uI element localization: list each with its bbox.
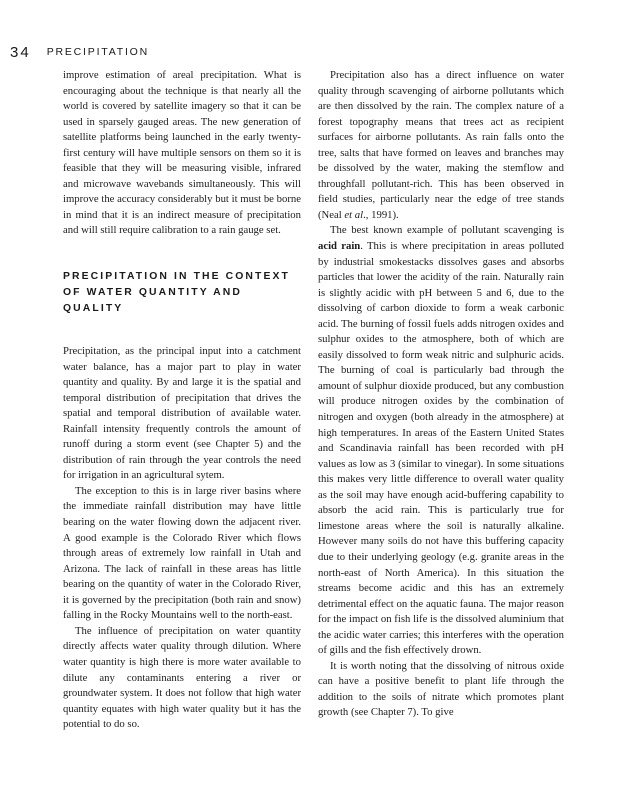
right-column bbox=[318, 68, 564, 721]
paragraph bbox=[318, 68, 564, 223]
running-head: PRECIPITATION bbox=[46, 46, 150, 58]
section-heading: PRECIPITATION IN THE CONTEXT OF WATER QUANTITY AND QUALITY bbox=[63, 271, 290, 315]
paragraph: Precipitation, as the principal input into a catchment water balance, has a major part to play in water quantity and quality. By and large it is the spatial and temporal distribution of precipitation that drives the spatial and temporal distribution of available water. Rainfall intensity frequently controls the amount of runoff during a storm event (see Chapter 5) and the distribution of rain through the year controls the need for irrigation in an agricultural sytem. bbox=[63, 345, 301, 482]
left-column bbox=[63, 68, 301, 733]
key-term: acid rain bbox=[318, 240, 361, 253]
page-header bbox=[10, 44, 149, 60]
paragraph: improve estimation of areal precipitation. What is encouraging about the technique is that nearly all the world is covered by satellite imagery so that it can be used in sparsely gauged areas. The new generation of satellite platforms being launched in the early twenty-first century will have multiple sensors on them so it is feasible that they will be measuring visible, infrared and microwave wavebands simultaneously. This will improve the accuracy considerably but it must be borne in mind that it is an indirect measure of precipitation and will still require calibration to a rain gauge set. bbox=[63, 69, 301, 237]
paragraph-text: Precipitation also has a direct influence on water quality through scavenging of airborne pollutants which are then dissolved by the rain. The complex nature of a forest topography means that trees act as recipient surfaces for airborne pollutants. As rain falls onto the tree, salts that have formed on leaves and branches may be dissolved by the water, making the stemflow and throughfall pollutant-rich. This has been observed in field studies, particularly near the edge of tree stands (Neal bbox=[318, 69, 564, 221]
paragraph-text: The best known example of pollutant scavenging is bbox=[330, 224, 564, 237]
paragraph-text: . This is where precipitation in areas polluted by industrial smokestacks dissolves gases and absorbs particles that lower the acidity of the rain. Naturally rain is slightly acidic with pH between 5 and 6, due to the dissolving of carbon dioxide to form a weak carbonic acid. The burning of fossil fuels adds nitrogen oxides and sulphur oxides to the atmosphere, both of which are easily dissolved to form weak nitric and sulphuric acids. The burning of coal is particularly bad through the amount of sulphur dioxide produced, but any combustion will produce nitrogen oxides by the combination of nitrogen and oxygen (both already in the atmosphere) at high temperatures. In areas of the Eastern United States and Scandinavia rainfall has been recorded with pH values as low as 3 (similar to vinegar). In some situations this makes very little difference to overall water quality as the soil may have enough acid-buffering capability to absorb the acid rain. This is particularly true for limestone areas where the soil is naturally alkaline. However many soils do not have this buffering capacity due to their underlying geology (e.g. granite areas in the north-east of North America). In this situation the streams become acidic and this has an extremely detrimental effect on the aquatic fauna. The major reason for the impact on fish life is the dissolved aluminium that the acidic water carries; this interferes with the operation of gills and the fish effectively drown. bbox=[318, 240, 564, 657]
paragraph-text: ., 1991). bbox=[363, 208, 399, 221]
paragraph: The influence of precipitation on water quantity directly affects water quality through dilution. Where water quantity is high there is more water available to dilute any contaminants entering a river or groundwater system. It does not follow that high water quantity equates with high water quality but it has the potential to do so. bbox=[63, 624, 301, 731]
paragraph: The exception to this is in large river basins where the immediate rainfall distribution may have little bearing on the water flowing down the adjacent river. A good example is the Colorado River which flows through areas of extremely low rainfall in Utah and Arizona. The lack of rainfall in these areas has little bearing on the quantity of water in the Colorado River, it is governed by the precipitation (both rain and snow) falling in the Rocky Mountains well to the north-east. bbox=[63, 484, 301, 622]
citation-italic: et al bbox=[344, 208, 364, 221]
paragraph bbox=[318, 223, 564, 658]
paragraph: It is worth noting that the dissolving of nitrous oxide can have a positive benefit to plant life through the addition to the soils of nitrate which promotes plant growth (see Chapter 7). To give bbox=[318, 659, 564, 719]
page-number: 34 bbox=[10, 43, 31, 61]
